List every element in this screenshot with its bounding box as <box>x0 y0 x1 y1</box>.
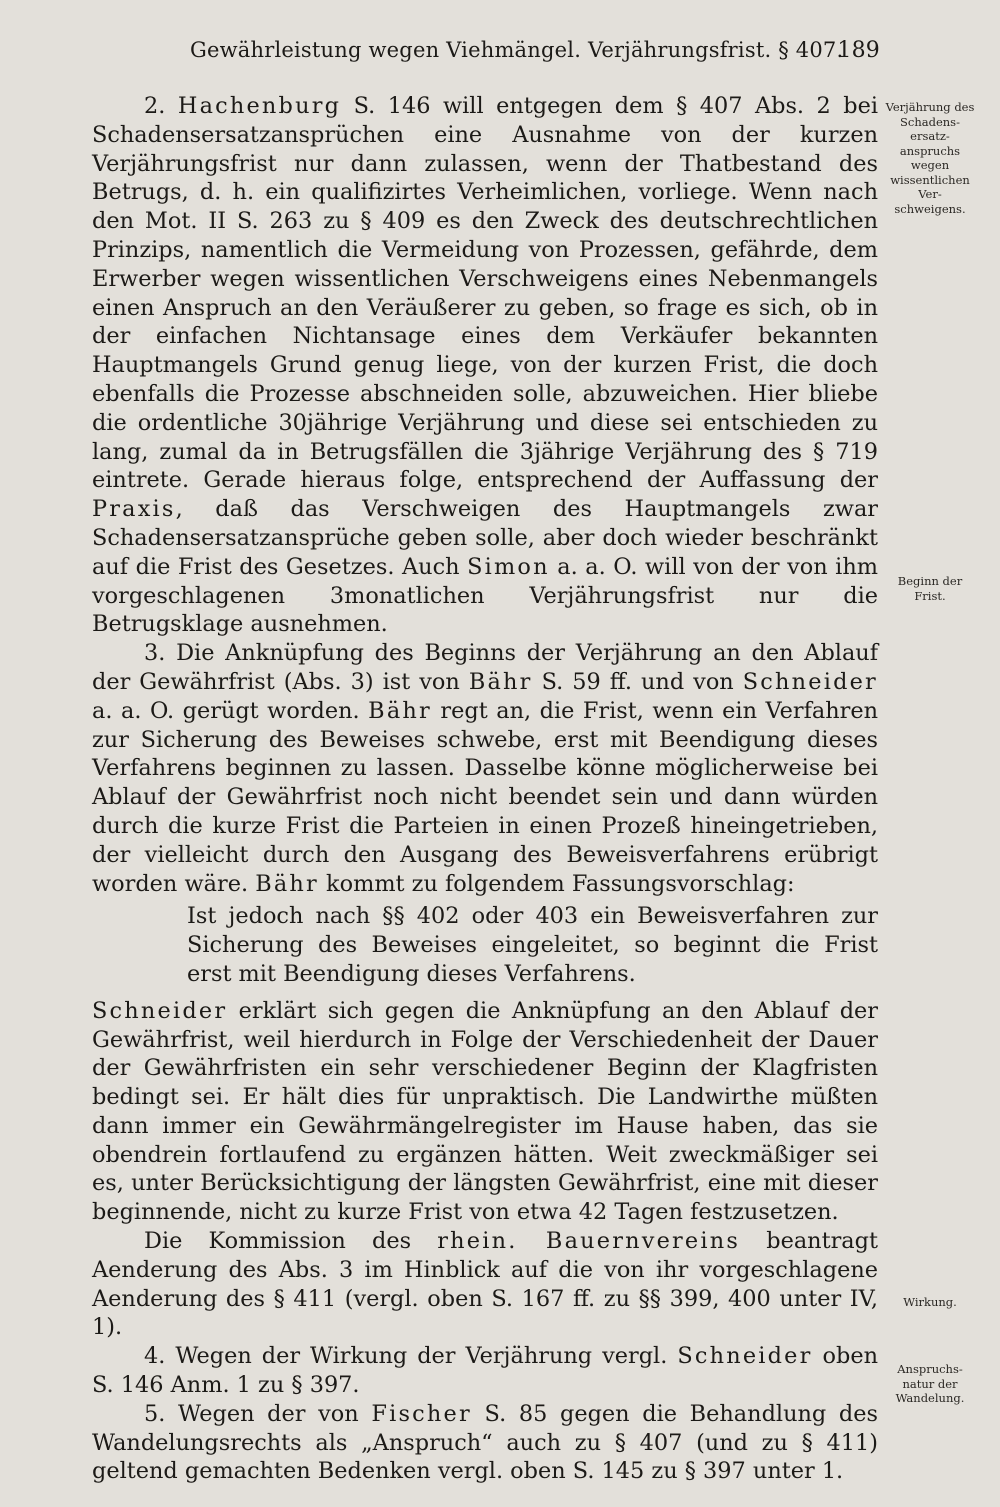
paragraph-text: Wegen der von <box>178 1400 359 1427</box>
paragraph-text: Die Kommission des <box>144 1228 412 1255</box>
paragraph-text: a. a. O. gerügt worden. <box>92 697 360 724</box>
paragraph-text: kommt zu folgendem Fassungsvorschlag: <box>326 870 795 897</box>
author-schneider: Schneider <box>92 997 228 1024</box>
margin-note-beginn: Beginn der Frist. <box>897 574 963 603</box>
author-simon: Simon <box>467 553 550 580</box>
author-schneider: Schneider <box>677 1343 813 1370</box>
paragraph-5 <box>92 1400 878 1486</box>
paragraph-3c <box>92 1227 878 1342</box>
author-baehr: Bähr <box>368 697 432 724</box>
paragraph-3 <box>92 639 878 898</box>
paragraph-text: S. 146 will entgegen dem § 407 Abs. 2 bei Schadensersatzansprüchen eine Ausnahme von der kurzen Verjährungsfrist nur dann zulassen, wenn der Thatbestand des Betrugs, d. h. ein qualifizirtes Verheimlichen, vorliege. Wenn nach den Mot. II S. 263 zu § 409 es den Zweck des deutschrechtlichen Prinzips, namentlich die Vermeidung von Prozessen, gefährde, dem Erwerber wegen wissentlichen Verschweigens eines Nebenmangels einen Anspruch an den Veräußerer zu geben, so frage es sich, ob in der einfachen Nichtansage eines dem Verkäufer bekannten Hauptmangels Grund genug liege, von der kurzen Frist, die doch ebenfalls die Prozesse abschneiden solle, abzuweichen. Hier bliebe die ordentliche 30jährige Verjährung und diese sei entschieden zu lang, zumal da in Betrugsfällen die 3jährige Verjährung des § 719 eintrete. Gerade hieraus folge, entsprechend der Auffassung der <box>92 93 878 494</box>
paragraph-number: 5. <box>144 1400 166 1427</box>
organization-name: rhein. Bauernvereins <box>437 1228 741 1255</box>
paragraph-text: Die Anknüpfung des Beginns der Verjährung an den Ablauf der Gewährfrist (Abs. 3) ist von <box>92 640 878 695</box>
body-text <box>92 92 878 1486</box>
paragraph-text: oben S. 146 Anm. 1 zu § 397. <box>92 1343 879 1399</box>
margin-note-wirkung: Wirkung. <box>903 1295 957 1309</box>
paragraph-text: a. a. O. will von der von ihm vorgeschlagenen 3monatlichen Verjährungsfrist nur die Betrugsklage ausnehmen. <box>92 553 878 638</box>
paragraph-text: , daß das Verschweigen des Hauptmangels zwar Schadensersatzansprüche geben solle, aber doch wieder beschränkt auf die Frist des Gesetzes. Auch <box>92 496 878 580</box>
margin-note-anspruchsnatur: Anspruchs-natur der Wandelung. <box>895 1362 965 1405</box>
header-title: Gewährleistung wegen Viehmängel. Verjährungsfrist. § 407. <box>190 38 844 62</box>
paragraph-text: erklärt sich gegen die Anknüpfung an den Ablauf der Gewährfrist, weil hierdurch in Folge der Verschiedenheit der Dauer der Gewährfristen ein sehr verschiedener Beginn der Klagfristen bedingt sei. Er hält dies für unpraktisch. Die Landwirthe müßten dann immer ein Gewährmängelregister im Hause haben, das sie obendrein fortlaufend zu ergänzen hätten. Weit zweckmäßiger sei es, unter Berücksichtigung der längsten Gewährfrist, eine mit dieser beginnende, nicht zu kurze Frist von etwa 42 Tagen festzusetzen. <box>92 997 878 1226</box>
paragraph-number: 4. <box>144 1343 166 1370</box>
paragraph-number: 2. <box>144 93 166 119</box>
page-number: 189 <box>837 38 880 63</box>
paragraph-3b <box>92 997 878 1227</box>
author-baehr: Bähr <box>255 870 319 897</box>
paragraph-text: S. 85 gegen die Behandlung des Wandelungsrechts als „Anspruch“ auch zu § 407 (und zu § 411) geltend gemachten Bedenken vergl. oben S. 145 zu § 397 unter 1. <box>92 1400 878 1485</box>
paragraph-text: beantragt Aenderung des Abs. 3 im Hinblick auf die von ihr vorgeschlagene Aenderung des § 411 (vergl. oben S. 167 ff. zu §§ 399, 400 unter IV, 1). <box>92 1228 878 1341</box>
paragraph-text: Wegen der Wirkung der Verjährung vergl. <box>175 1343 668 1370</box>
author-fischer: Fischer <box>371 1400 472 1427</box>
paragraph-2 <box>92 92 878 639</box>
paragraph-4 <box>92 1342 878 1400</box>
author-baehr: Bähr <box>468 668 533 695</box>
quoted-proposal: Ist jedoch nach §§ 402 oder 403 ein Beweisverfahren zur Sicherung des Beweises eingeleitet, so beginnt die Frist erst mit Beendigung dieses Verfahrens. <box>187 903 878 987</box>
margin-note-verjaehrung: Verjährung des Schadens-ersatz-anspruchs wegen wissentlichen Ver-schweigens. <box>885 100 975 216</box>
paragraph-text: regt an, die Frist, wenn ein Verfahren zur Sicherung des Beweises schwebe, erst mit Beendigung dieses Verfahrens beginnen zu lassen. Dasselbe könne möglicherweise bei Ablauf der Gewährfrist noch nicht beendet sein und dann würden durch die kurze Frist die Parteien in einen Prozeß hineingetrieben, der vielleicht durch den Ausgang des Beweisverfahrens erübrigt worden wäre. <box>92 697 878 897</box>
paragraph-number: 3. <box>144 640 166 667</box>
author-schneider: Schneider <box>742 668 878 695</box>
term-praxis: Praxis <box>92 496 176 523</box>
author-hachenburg: Hachenburg <box>177 93 342 119</box>
running-header <box>160 38 880 70</box>
paragraph-text: S. 59 ff. und von <box>541 668 734 695</box>
